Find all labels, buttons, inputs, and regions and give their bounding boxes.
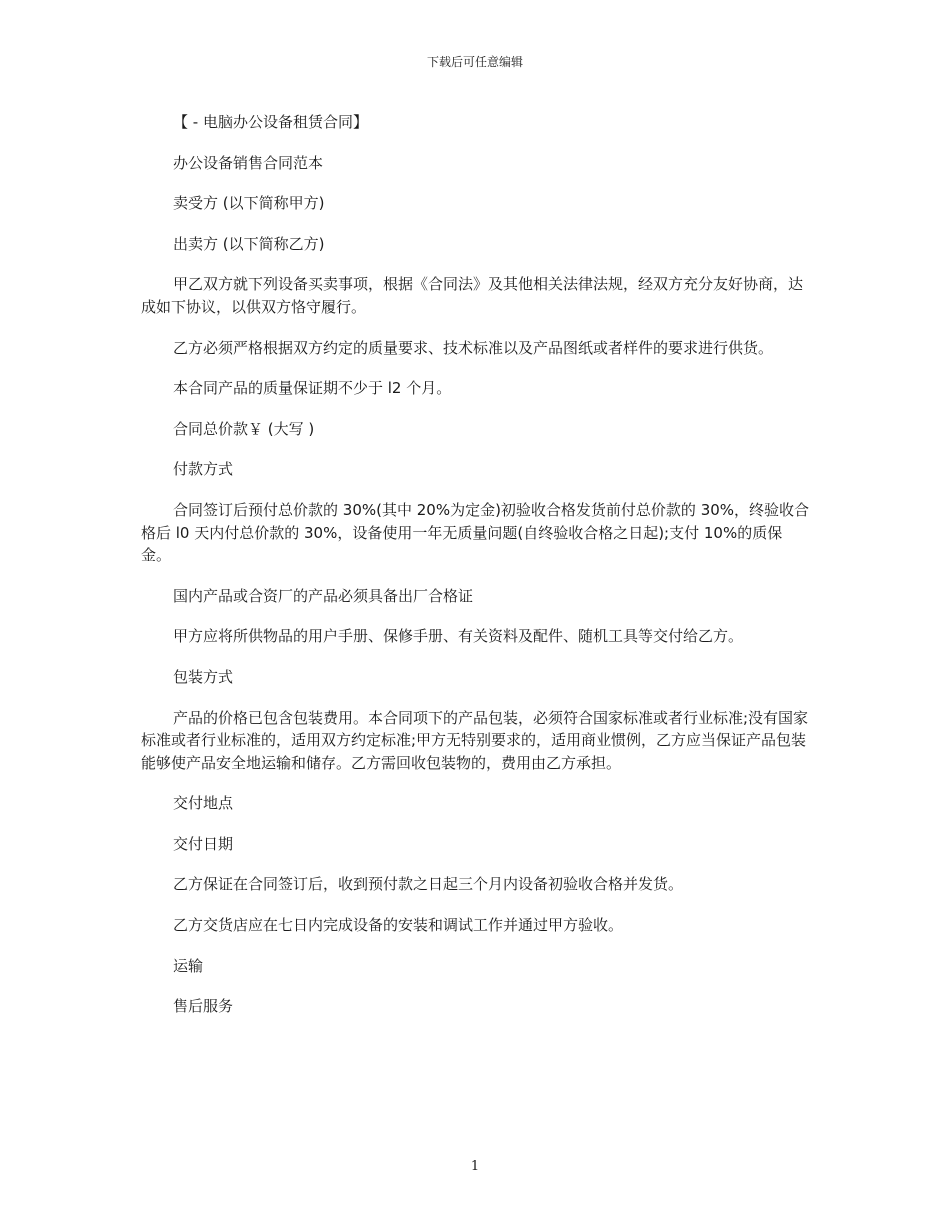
paragraph: 包装方式 bbox=[173, 667, 234, 686]
paragraph: 出卖方 (以下简称乙方) bbox=[173, 234, 325, 253]
paragraph: 合同总价款￥ (大写 ) bbox=[173, 419, 315, 438]
paragraph: 办公设备销售合同范本 bbox=[173, 153, 324, 172]
paragraph: 国内产品或合资厂的产品必须具备出厂合格证 bbox=[173, 586, 474, 605]
page-header: 下载后可任意编辑 bbox=[426, 55, 523, 69]
paragraph: 本合同产品的质量保证期不少于 l2 个月。 bbox=[173, 379, 452, 398]
paragraph: 合同签订后预付总价款的 30%(其中 20%为定金)初验收合格发货前付总价款的 30%，终验收合格后 l0 天内付总价款的 30%，设备使用一年无质量问题(自终验收合格之日起);支付 10%的质保金。 bbox=[141, 500, 810, 565]
paragraph: 售后服务 bbox=[173, 997, 234, 1016]
paragraph: 产品的价格已包含包装费用。本合同项下的产品包装，必须符合国家标准或者行业标准;没有国家标准或者行业标准的，适用双方约定标准;甲方无特别要求的，适用商业惯例，乙方应当保证产品包装能够使产品安全地运输和储存。乙方需回收包装物的，费用由乙方承担。 bbox=[141, 708, 809, 772]
paragraph: 卖受方 (以下简称甲方) bbox=[173, 194, 325, 213]
paragraph: 乙方交货店应在七日内完成设备的安装和调试工作并通过甲方验收。 bbox=[173, 916, 624, 935]
paragraph: 运输 bbox=[173, 956, 204, 975]
paragraph: 乙方必须严格根据双方约定的质量要求、技术标准以及产品图纸或者样件的要求进行供货。 bbox=[173, 338, 774, 357]
paragraph: 乙方保证在合同签订后，收到预付款之日起三个月内设备初验收合格并发货。 bbox=[173, 875, 684, 894]
paragraph: 甲方应将所供物品的用户手册、保修手册、有关资料及配件、随机工具等交付给乙方。 bbox=[173, 627, 744, 646]
document-body bbox=[141, 111, 811, 1036]
paragraph: 交付地点 bbox=[173, 794, 234, 813]
paragraph: 甲乙双方就下列设备买卖事项，根据《合同法》及其他相关法律法规，经双方充分友好协商，达成如下协议，以供双方恪守履行。 bbox=[141, 275, 804, 316]
paragraph: 付款方式 bbox=[173, 460, 234, 479]
page-number: 1 bbox=[470, 1159, 480, 1174]
paragraph: 交付日期 bbox=[173, 834, 234, 853]
paragraph: 【 - 电脑办公设备租赁合同】 bbox=[173, 113, 368, 131]
